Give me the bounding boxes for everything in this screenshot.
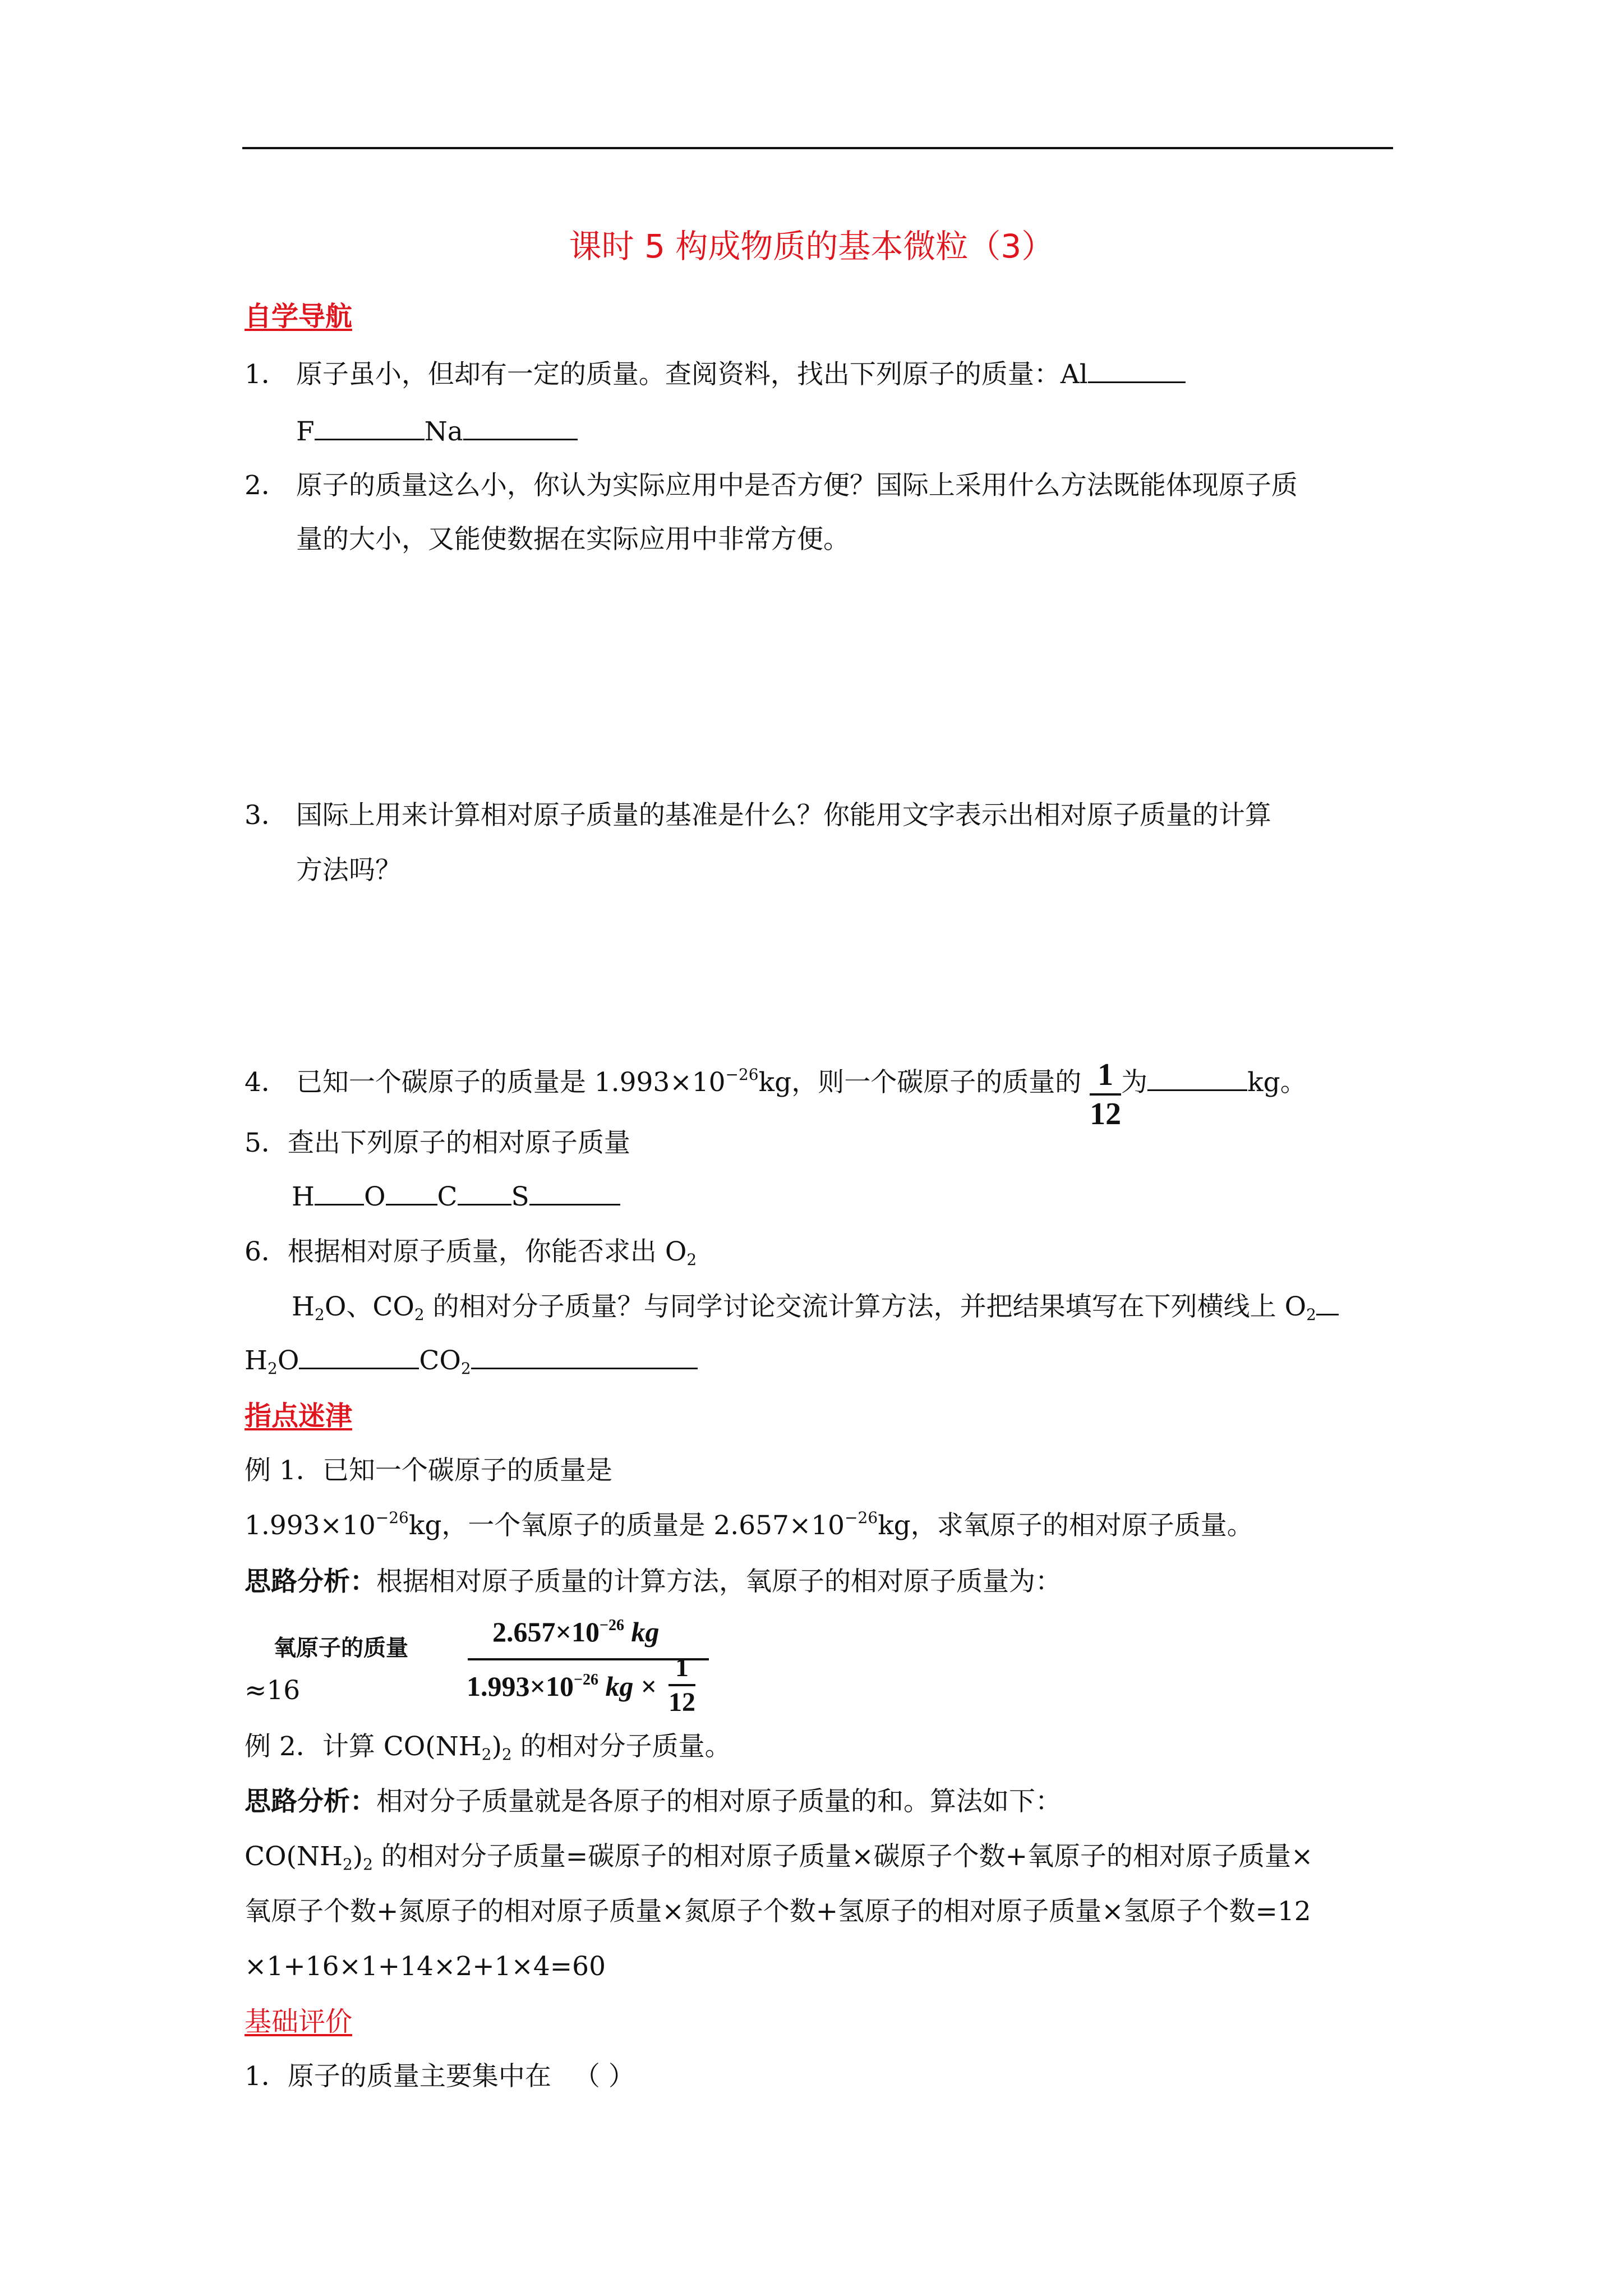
section-zixue: 自学导航 xyxy=(245,301,353,332)
ex1-approx: ≈16 xyxy=(245,1675,301,1706)
header-rule xyxy=(242,147,1393,149)
section-zhidian: 指点迷津 xyxy=(245,1400,353,1432)
q4-fraction: $\frac{1}{12}$ xyxy=(1090,1057,1122,1131)
q5-line1: 5．查出下列原子的相对原子质量 xyxy=(245,1128,630,1158)
ex2-analysis: 思路分析：相对分子质量就是各原子的相对原子质量的和。算法如下： xyxy=(245,1786,1062,1817)
ex2-calc3: ×1+16×1+14×2+1×4=60 xyxy=(245,1951,606,1982)
ex1-line2: $1.993\times 10^{-26}kg$，一个氧原子的质量是 $2.657\times 10^{-26}kg$，求氧原子的相对原子质量。 xyxy=(245,1508,1253,1541)
page-title: 课时 5 构成物质的基本微粒（3） xyxy=(569,227,1054,265)
ex2-calc1: $CO(NH_2)_2$ 的相对分子质量=碳原子的相对原子质量×碳原子个数+氧原子的相对原子质量× xyxy=(245,1841,1313,1874)
q2-line1: 2． 原子的质量这么小，你认为实际应用中是否方便？国际上采用什么方法既能体现原子质 xyxy=(245,470,1298,501)
ex1-formula-label: 氧原子的质量 xyxy=(274,1635,408,1661)
b1-line1: 1．原子的质量主要集中在 （ ） xyxy=(245,2061,635,2092)
q6-line3: $H_2O$ $CO_2$ xyxy=(245,1344,698,1378)
q2-line2: 量的大小，又能使数据在实际应用中非常方便。 xyxy=(296,524,850,555)
ex1-line1: 例 1．已知一个碳原子的质量是 xyxy=(245,1455,612,1486)
q1-line1: 1． 原子虽小，但却有一定的质量。查阅资料，找出下列原子的质量：Al xyxy=(245,358,1186,392)
q1-line2: F Na xyxy=(296,415,578,449)
ex2-line1: 例 2．计算 $CO(NH_2)_2$ 的相对分子质量。 xyxy=(245,1731,731,1764)
ex1-analysis: 思路分析：根据相对原子质量的计算方法，氧原子的相对原子质量为： xyxy=(245,1566,1062,1597)
section-jichu: 基础评价 xyxy=(245,2006,353,2037)
q5-line2: H O C S xyxy=(292,1180,620,1214)
ex2-calc2: 氧原子个数+氮原子的相对原子质量×氮原子个数+氢原子的相对原子质量×氢原子个数=12 xyxy=(245,1896,1311,1927)
q4-line: 4． 已知一个碳原子的质量是 $1.993\times 10^{-26}kg$，则一个碳原子的质量的 $\frac{1}{12}$ 为 kg。 xyxy=(245,1057,1307,1131)
ex1-formula-denominator: $1.993\times 10^{-26}$ kg × xyxy=(467,1671,657,1702)
ex1-inner-fraction: $\frac{1}{12}$ xyxy=(668,1651,695,1719)
q3-line2: 方法吗？ xyxy=(296,855,402,886)
q3-line1: 3． 国际上用来计算相对原子质量的基准是什么？你能用文字表示出相对原子质量的计算 xyxy=(245,800,1271,831)
ex1-formula-numerator: $2.657\times 10^{-26}$ kg xyxy=(492,1616,660,1648)
q6-line1: 6．根据相对原子质量，你能否求出 $O_2$ xyxy=(245,1236,697,1269)
q6-line2: $H_2O$、$CO_2$ 的相对分子质量？与同学讨论交流计算方法，并把结果填写在下列横线上 $O_2$ xyxy=(292,1290,1339,1324)
